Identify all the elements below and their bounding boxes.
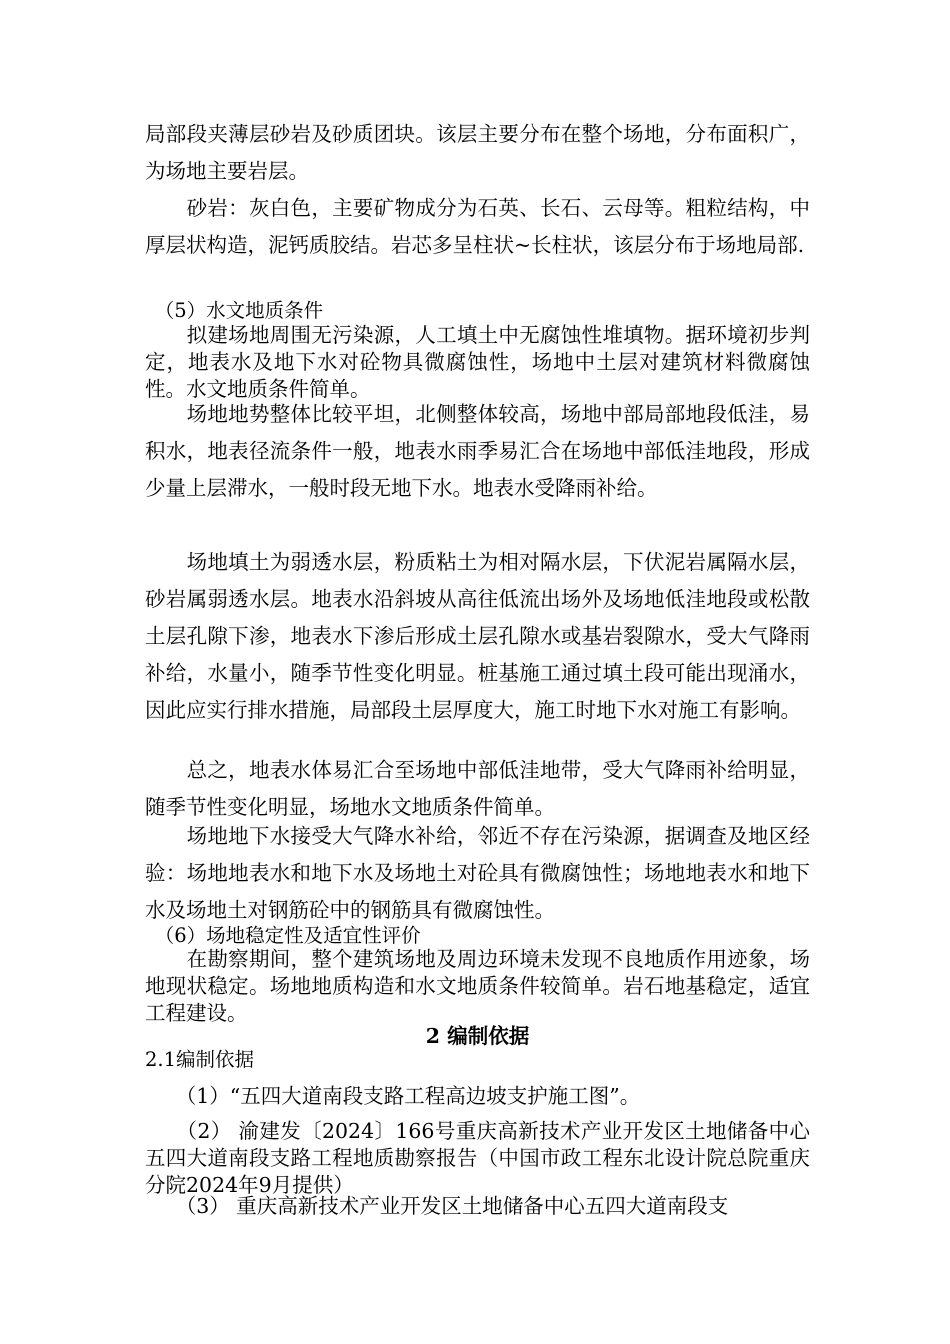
reference-item-3: （3） 重庆高新技术产业开发区土地储备中心五四大道南段支 xyxy=(145,1194,729,1218)
reference-item-2: （2） 渝建发〔2024〕166号重庆高新技术产业开发区土地储备中心五四大道南段支路工程地质勘察报告（中国市政工程东北设计院总院重庆分院2024年9月提供） xyxy=(145,1119,810,1197)
section-basis-heading: 2.1编制依据 xyxy=(145,1048,255,1071)
paragraph-aquifer: 场地填土为弱透水层，粉质粘土为相对隔水层，下伏泥岩属隔水层，砂岩属弱透水层。地表水沿斜坡从高往低流出场外及场地低洼地段或松散土层孔隙下渗，地表水下渗后形成土层孔隙水或基岩裂隙水，受大气降雨补给，水量小，随季节性变化明显。桩基施工通过填土段可能出现涌水，因此应实行排水措施，局部段土层厚度大，施工时地下水对施工有影响。 xyxy=(145,550,810,722)
paragraph-sandstone: 砂岩：灰白色，主要矿物成分为石英、长石、云母等。粗粒结构，中厚层状构造，泥钙质胶结。岩芯多呈柱状~长柱状，该层分布于场地局部. xyxy=(145,196,810,257)
paragraph-terrain: 场地地势整体比较平坦，北侧整体较高，场地中部局部地段低洼，易积水，地表径流条件一般，地表水雨季易汇合在场地中部低洼地段，形成少量上层滞水，一般时段无地下水。地表水受降雨补给。 xyxy=(145,402,810,500)
paragraph-stability: 在勘察期间，整个建筑场地及周边环境未发现不良地质作用迹象，场地现状稳定。场地地质构造和水文地质条件较简单。岩石地基稳定，适宜工程建设。 xyxy=(145,947,810,1025)
paragraph-summary: 总之，地表水体易汇合至场地中部低洼地带，受大气降雨补给明显，随季节性变化明显，场地水文地质条件简单。 xyxy=(145,758,810,819)
section-stability-heading: （6）场地稳定性及适宜性评价 xyxy=(145,924,421,947)
reference-item-1: （1）“五四大道南段支路工程高边坡支护施工图”。 xyxy=(145,1084,641,1108)
paragraph-mudstone-end: 局部段夹薄层砂岩及砂质团块。该层主要分布在整个场地，分布面积广，为场地主要岩层。 xyxy=(145,122,810,183)
section-hydrogeology-heading: （5）水文地质条件 xyxy=(145,299,324,322)
paragraph-pollution: 拟建场地周围无污染源，人工填土中无腐蚀性堆填物。据环境初步判定，地表水及地下水对砼物具微腐蚀性，场地中土层对建筑材料微腐蚀性。水文地质条件简单。 xyxy=(145,323,810,401)
paragraph-groundwater: 场地地下水接受大气降水补给，邻近不存在污染源，据调查及地区经验：场地地表水和地下水及场地土对砼具有微腐蚀性；场地地表水和地下水及场地土对钢筋砼中的钢筋具有微腐蚀性。 xyxy=(145,824,810,922)
chapter-heading: 2 编制依据 xyxy=(425,1024,530,1048)
